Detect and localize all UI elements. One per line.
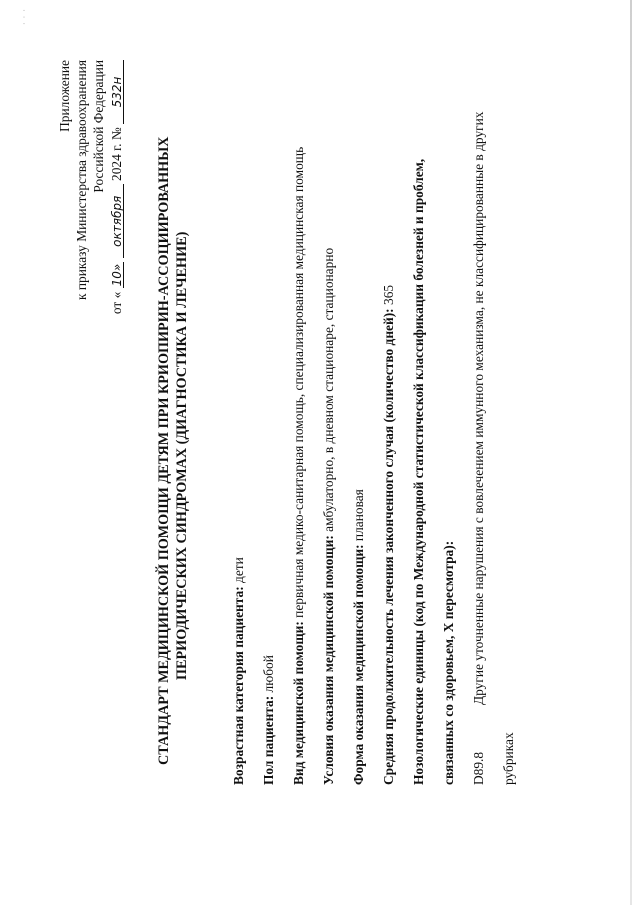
handwritten-order-number: 532н <box>111 60 124 124</box>
field-patient-sex <box>262 655 275 785</box>
field-care-form-label: Форма оказания медицинской помощи: <box>351 544 366 785</box>
field-average-duration <box>382 285 395 785</box>
date-year-suffix: 2024 г. № <box>109 127 124 181</box>
nosological-units-line-2: связанных со здоровьем, X пересмотра): <box>441 540 456 785</box>
diagnosis-description-line-2: рубриках <box>501 732 516 785</box>
field-average-duration-value: 365 <box>381 284 396 305</box>
appendix-label: Приложение <box>57 60 72 132</box>
document-title-line-2: ПЕРИОДИЧЕСКИХ СИНДРОМАХ (ДИАГНОСТИКА И ЛЕЧЕНИЕ) <box>174 231 190 680</box>
field-care-type-label: Вид медицинской помощи: <box>291 621 306 785</box>
field-care-form-value: плановая <box>351 489 366 542</box>
field-age-category-label: Возрастная категория пациента: <box>231 586 246 785</box>
handwritten-day: 10» <box>110 263 124 287</box>
field-care-form <box>352 489 365 785</box>
field-care-conditions-value: амбулаторно, в дневном стационаре, стационарно <box>321 247 336 532</box>
field-patient-sex-label: Пол пациента: <box>261 695 276 785</box>
appendix-order-line: к приказу Министерства здравоохранения <box>74 60 89 300</box>
field-care-type-value: первичная медико-санитарная помощь, специализированная медицинская помощь <box>291 146 306 618</box>
appendix-federation-line: Российской Федерации <box>91 60 106 193</box>
nosological-units-line-1: Нозологические единицы (код по Международной статистической классификации болезней и проблем, <box>411 158 426 785</box>
handwritten-month: октября <box>111 184 124 258</box>
scan-mark: · · · <box>20 8 29 25</box>
field-age-category-value: дети <box>231 557 246 583</box>
date-prefix: от « <box>109 291 124 315</box>
field-average-duration-label: Средняя продолжительность лечения законченного случая (количество дней): <box>381 308 396 785</box>
field-care-conditions-label: Условия оказания медицинской помощи: <box>321 535 336 785</box>
diagnosis-description-line-1: Другие уточненные нарушения с вовлечением иммунного механизма, не классифицированные в других <box>471 111 486 705</box>
field-care-conditions <box>322 248 335 785</box>
document-title-line-1: СТАНДАРТ МЕДИЦИНСКОЙ ПОМОЩИ ДЕТЯМ ПРИ КРИОПИРИН-АССОЦИИРОВАННЫХ <box>156 136 172 765</box>
field-care-type <box>292 147 305 785</box>
field-patient-sex-value: любой <box>261 655 276 693</box>
appendix-date-line <box>110 60 124 314</box>
field-age-category <box>232 557 245 785</box>
diagnosis-code: D89.8 <box>471 751 486 785</box>
